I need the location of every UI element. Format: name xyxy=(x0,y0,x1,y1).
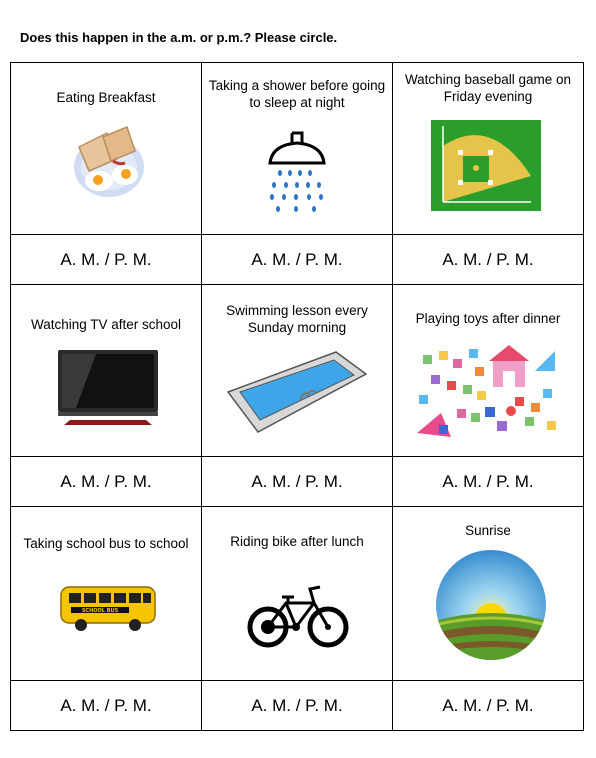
card-shower xyxy=(202,63,393,235)
baseball-field-icon xyxy=(431,120,541,211)
card-caption: Sunrise xyxy=(465,523,511,538)
card-caption: Playing toys after dinner xyxy=(415,311,561,326)
card-caption: Swimming lesson every Sunday morning xyxy=(226,303,368,335)
answer-cell[interactable]: A. M. / P. M. xyxy=(393,457,584,507)
card-caption: Riding bike after lunch xyxy=(230,534,364,549)
card-playing-toys xyxy=(393,285,584,457)
card-swimming-lesson xyxy=(202,285,393,457)
card-caption: Taking school bus to school xyxy=(23,536,189,551)
card-caption: Taking a shower before going to sleep at night xyxy=(208,78,386,110)
answer-cell[interactable]: A. M. / P. M. xyxy=(202,457,393,507)
answer-cell[interactable]: A. M. / P. M. xyxy=(393,681,584,731)
card-eating-breakfast xyxy=(11,63,202,235)
card-caption: Watching baseball game on Friday evening xyxy=(404,72,572,104)
shower-icon xyxy=(262,131,332,213)
answer-cell[interactable]: A. M. / P. M. xyxy=(393,235,584,285)
bus-sign: SCHOOL BUS xyxy=(81,608,119,614)
tv-icon xyxy=(56,348,160,426)
card-riding-bike xyxy=(202,507,393,681)
answer-cell[interactable]: A. M. / P. M. xyxy=(202,681,393,731)
breakfast-plate-icon xyxy=(69,125,149,199)
card-caption: Eating Breakfast xyxy=(56,90,156,105)
card-caption: Watching TV after school xyxy=(30,317,182,332)
card-school-bus xyxy=(11,507,202,681)
swimming-pool-icon xyxy=(226,350,368,434)
bicycle-icon xyxy=(246,583,350,649)
school-bus-icon xyxy=(59,583,157,633)
card-sunrise xyxy=(393,507,584,681)
worksheet-instruction: Does this happen in the a.m. or p.m.? Please circle. xyxy=(20,30,338,45)
activity-grid xyxy=(10,62,584,731)
sunrise-icon xyxy=(435,549,547,661)
answer-cell[interactable]: A. M. / P. M. xyxy=(11,235,202,285)
answer-cell[interactable]: A. M. / P. M. xyxy=(11,457,202,507)
card-baseball-game xyxy=(393,63,584,235)
answer-cell[interactable]: A. M. / P. M. xyxy=(11,681,202,731)
card-watching-tv xyxy=(11,285,202,457)
answer-cell[interactable]: A. M. / P. M. xyxy=(202,235,393,285)
toy-blocks-icon xyxy=(411,341,571,441)
